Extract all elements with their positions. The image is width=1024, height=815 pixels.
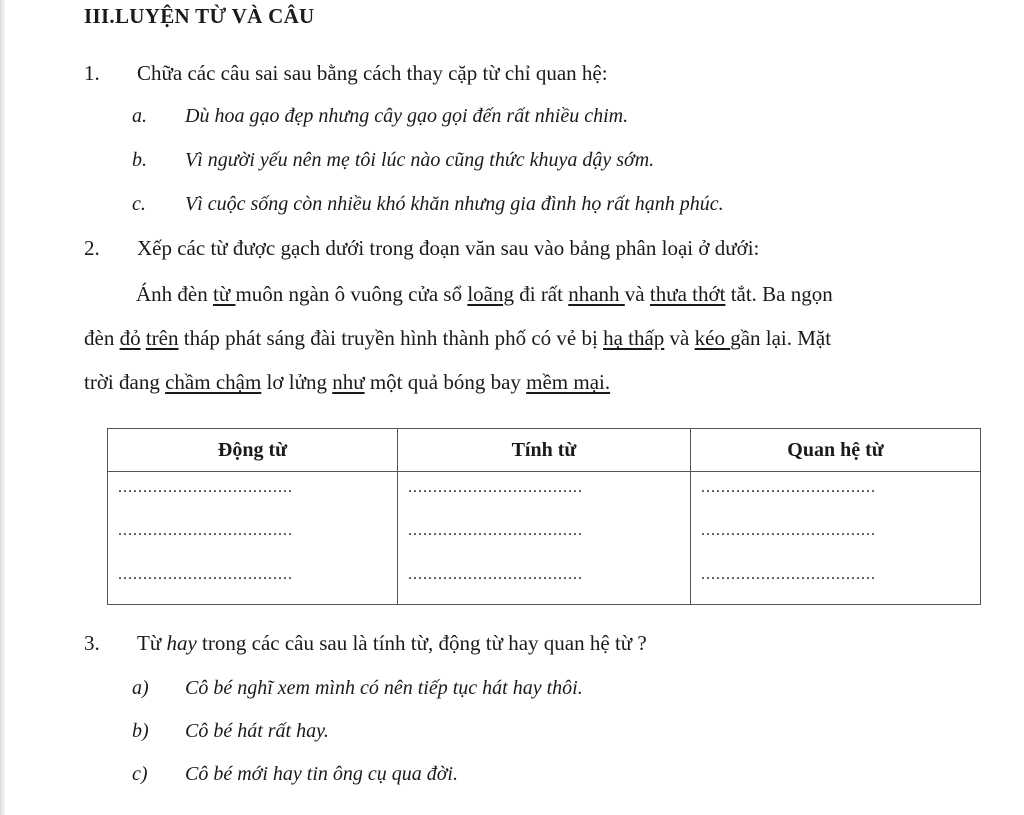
q3-keyword: hay xyxy=(166,631,197,655)
para-text: đi rất xyxy=(513,282,569,306)
underlined-word: loãng xyxy=(467,282,514,306)
underlined-word: đỏ xyxy=(119,326,141,350)
dotted-line: ................................... xyxy=(701,566,876,583)
q3-text-post: trong các câu sau là tính từ, động từ hay quan hệ từ ? xyxy=(196,631,647,655)
dotted-line: ................................... xyxy=(408,522,583,539)
underlined-word: chầm chậm xyxy=(165,370,262,394)
dotted-line: ................................... xyxy=(118,522,293,539)
question-1-text: Chữa các câu sai sau bằng cách thay cặp từ chỉ quan hệ: xyxy=(137,61,608,85)
question-1-number: 1. xyxy=(84,61,100,85)
q1-item-b xyxy=(132,149,932,177)
para-text: Ánh đèn xyxy=(136,282,213,306)
q1-item-c-label: c. xyxy=(132,193,146,215)
dotted-line: ................................... xyxy=(408,479,583,496)
q3-item-c xyxy=(132,763,932,791)
underlined-word: hạ thấp xyxy=(603,326,665,350)
q3-item-b-label: b) xyxy=(132,720,149,742)
q1-item-a-text: Dù hoa gạo đẹp nhưng cây gạo gọi đến rất nhiều chim. xyxy=(185,105,629,127)
underlined-word: nhanh xyxy=(568,282,625,306)
q3-item-a xyxy=(132,677,932,705)
classification-table xyxy=(107,428,981,605)
q1-item-a-label: a. xyxy=(132,105,147,127)
question-2 xyxy=(84,236,984,264)
q3-text-pre: Từ xyxy=(137,631,167,655)
dotted-line: ................................... xyxy=(701,522,876,539)
para-text: lơ lửng xyxy=(261,370,333,394)
q3-item-c-text: Cô bé mới hay tin ông cụ qua đời. xyxy=(185,763,458,785)
para-text: gần lại. Mặt xyxy=(730,326,832,350)
answer-cell-quan-he-tu[interactable] xyxy=(691,472,981,605)
underlined-word: trên xyxy=(145,326,179,350)
question-3-number: 3. xyxy=(84,631,100,655)
paragraph-line-3 xyxy=(84,370,610,395)
para-text: và xyxy=(624,282,650,306)
question-2-text: Xếp các từ được gạch dưới trong đoạn văn sau vào bảng phân loại ở dưới: xyxy=(137,236,760,260)
underlined-word: mềm mại. xyxy=(526,370,611,394)
q1-item-a xyxy=(132,105,932,133)
q3-item-b xyxy=(132,720,932,748)
question-2-number: 2. xyxy=(84,236,100,260)
answer-cell-tinh-tu[interactable] xyxy=(398,472,691,605)
q1-item-b-label: b. xyxy=(132,149,147,171)
dotted-line: ................................... xyxy=(701,479,876,496)
question-3 xyxy=(84,631,984,659)
para-text: muôn ngàn ô vuông cửa sổ xyxy=(235,282,468,306)
q3-item-a-text: Cô bé nghĩ xem mình có nên tiếp tục hát hay thôi. xyxy=(185,677,583,699)
q3-item-b-text: Cô bé hát rất hay. xyxy=(185,720,329,742)
underlined-word: như xyxy=(332,370,365,394)
answer-cell-dong-tu[interactable] xyxy=(108,472,398,605)
question-1 xyxy=(84,61,984,89)
dotted-line: ................................... xyxy=(118,566,293,583)
para-text: đèn xyxy=(84,326,120,350)
paragraph-line-1 xyxy=(136,282,833,307)
q3-item-a-label: a) xyxy=(132,677,149,699)
section-title: III.LUYỆN TỪ VÀ CÂU xyxy=(84,4,315,28)
para-text: tháp phát sáng đài truyền hình thành phố có vẻ bị xyxy=(178,326,604,350)
dotted-line: ................................... xyxy=(408,566,583,583)
para-text: một quả bóng bay xyxy=(364,370,527,394)
q3-item-c-label: c) xyxy=(132,763,148,785)
q1-item-c-text: Vì cuộc sống còn nhiều khó khăn nhưng gia đình họ rất hạnh phúc. xyxy=(185,193,724,215)
underlined-word: kéo xyxy=(694,326,731,350)
para-text: và xyxy=(664,326,695,350)
underlined-word: từ xyxy=(213,282,236,306)
q1-item-c xyxy=(132,193,952,221)
header-quan-he-tu: Quan hệ từ xyxy=(691,429,981,472)
header-dong-tu: Động từ xyxy=(108,429,398,472)
paragraph-line-2 xyxy=(84,326,831,351)
question-3-text xyxy=(137,631,647,656)
q1-item-b-text: Vì người yếu nên mẹ tôi lúc nào cũng thức khuya dậy sớm. xyxy=(185,149,655,171)
header-tinh-tu: Tính từ xyxy=(398,429,691,472)
dotted-line: ................................... xyxy=(118,479,293,496)
para-text: trời đang xyxy=(84,370,166,394)
underlined-word: thưa thớt xyxy=(649,282,726,306)
para-text: tắt. Ba ngọn xyxy=(725,282,833,306)
